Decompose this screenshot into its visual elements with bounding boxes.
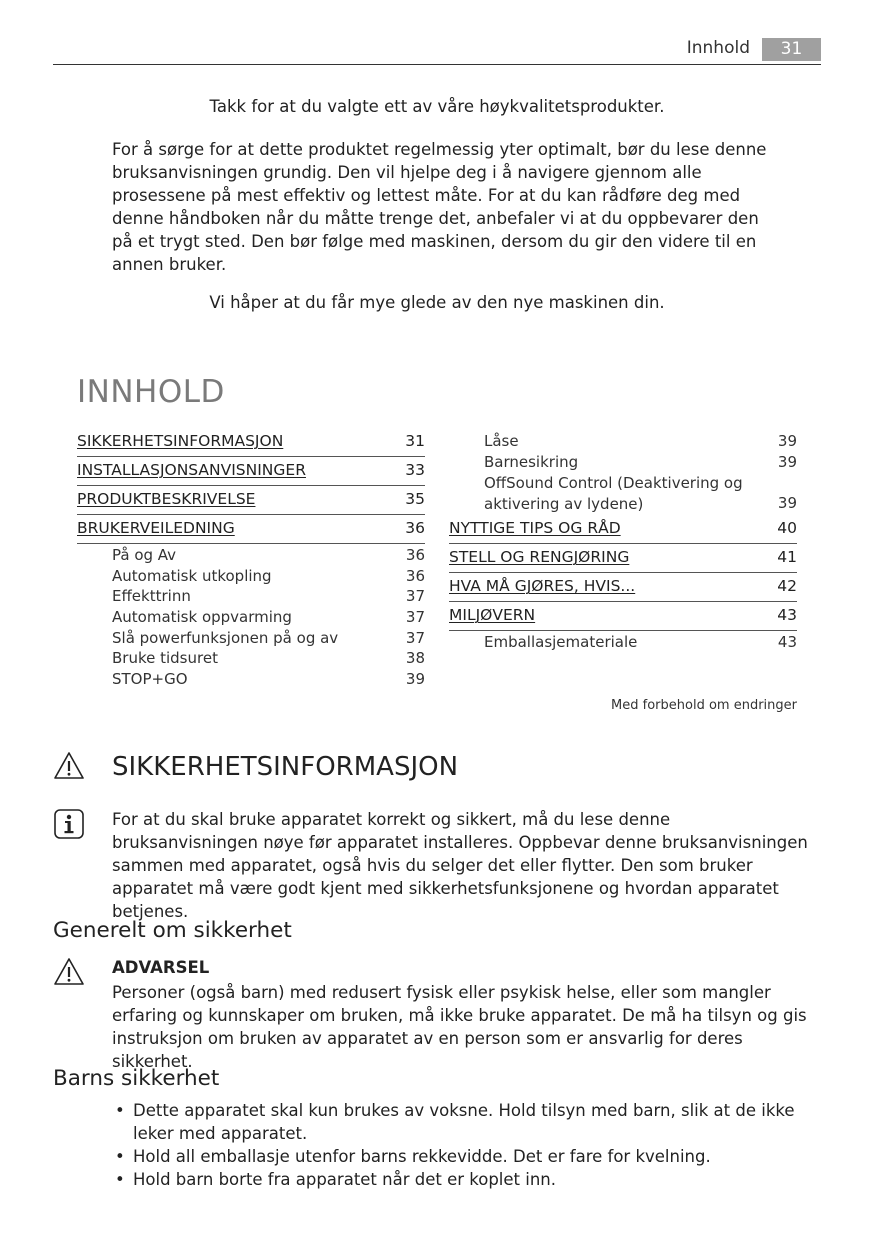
toc-subentry-page: 37 — [405, 587, 425, 606]
child-safety-list — [112, 1099, 812, 1191]
toc-left-column — [77, 428, 425, 691]
intro-closing: Vi håper at du får mye glede av den nye maskinen din. — [209, 293, 665, 312]
toc-subentry-page: 36 — [405, 566, 425, 585]
toc-entry-page: 33 — [405, 461, 425, 479]
toc-subentry-label: STOP+GO — [112, 670, 188, 689]
toc-subentry[interactable] — [449, 453, 797, 474]
toc-subentry[interactable] — [449, 633, 797, 654]
list-item-text: Dette apparatet skal kun brukes av voksne. Hold tilsyn med barn, slik at de ikke leker med apparatet. — [133, 1101, 795, 1143]
toc-subentry-page: 39 — [777, 494, 797, 513]
toc-subentry-page: 39 — [777, 432, 797, 450]
toc-entry-page: 41 — [777, 548, 797, 567]
toc-subentry[interactable] — [77, 608, 425, 629]
toc-entry-label: MILJØVERN — [449, 606, 536, 625]
toc-entry[interactable] — [77, 515, 425, 544]
toc-subentry[interactable] — [77, 629, 425, 650]
toc-subentry-page: 39 — [405, 670, 425, 689]
toc-subentry-label: Slå powerfunksjonen på og av — [112, 628, 339, 647]
toc-entry-label: PRODUKTBESKRIVELSE — [77, 490, 256, 508]
toc-subentry-label: Automatisk utkopling — [112, 566, 272, 585]
toc-entry[interactable] — [449, 515, 797, 544]
bullet-icon: • — [115, 1147, 125, 1166]
intro-thanks: Takk for at du valgte ett av våre høykvalitetsprodukter. — [209, 97, 665, 116]
toc-entry-page: 43 — [777, 606, 797, 625]
warning-icon — [53, 750, 85, 782]
toc-entry-page: 31 — [405, 432, 425, 450]
toc-subentry-label: OffSound Control (Deaktivering og aktivering av lydene) — [484, 474, 743, 514]
toc-entry-label: SIKKERHETSINFORMASJON — [77, 432, 284, 450]
changes-note: Med forbehold om endringer — [611, 698, 797, 713]
toc-entry[interactable] — [449, 602, 797, 631]
info-icon — [53, 808, 85, 840]
toc-subentry[interactable] — [449, 473, 797, 515]
toc-entry-label: HVA MÅ GJØRES, HVIS... — [449, 577, 636, 596]
warning-label: ADVARSEL — [112, 958, 210, 977]
toc-subentry-page: 38 — [405, 649, 425, 668]
toc-subentry-label: Emballasjemateriale — [484, 633, 638, 652]
list-item — [112, 1145, 812, 1168]
toc-subentry[interactable] — [77, 587, 425, 608]
toc-entry-page: 36 — [405, 519, 425, 537]
toc-entry-page: 42 — [777, 577, 797, 596]
toc-subentry-label: Automatisk oppvarming — [112, 608, 292, 627]
toc-entry-label: NYTTIGE TIPS OG RÅD — [449, 519, 621, 538]
toc-entry-label: INSTALLASJONSANVISNINGER — [77, 461, 306, 479]
list-item — [112, 1168, 812, 1191]
toc-entry-page: 35 — [405, 490, 425, 508]
running-header-title: Innhold — [686, 38, 750, 58]
info-paragraph: For at du skal bruke apparatet korrekt og sikkert, må du lese denne bruksanvisningen nøye før apparatet installeres. Oppbevar denne bruksanvisningen sammen med apparatet, også hvis du selger det eller flytter. Den som bruker apparatet må være godt kjent med sikkerhetsfunksjonene og hvordan apparatet betjenes. — [112, 810, 808, 921]
toc-subentry-page: 43 — [777, 633, 797, 652]
toc-entry-label: STELL OG RENGJØRING — [449, 548, 630, 567]
page-number: 31 — [762, 38, 821, 61]
header-rule — [53, 64, 821, 65]
toc-subentry[interactable] — [77, 670, 425, 691]
toc-right-column — [449, 432, 797, 654]
toc-entry-page: 40 — [777, 519, 797, 538]
toc-subentry-label: Låse — [484, 432, 519, 450]
toc-entry-label: BRUKERVEILEDNING — [77, 519, 235, 537]
bullet-icon: • — [115, 1101, 125, 1120]
bullet-icon: • — [115, 1170, 125, 1189]
toc-entry[interactable] — [77, 486, 425, 515]
toc-subentry[interactable] — [77, 649, 425, 670]
toc-subentry-page: 36 — [405, 546, 425, 564]
general-safety-heading: Generelt om sikkerhet — [53, 918, 292, 943]
toc-subentry-page: 37 — [405, 628, 425, 647]
intro-body: For å sørge for at dette produktet regelmessig yter optimalt, bør du lese denne bruksanvisningen grundig. Den vil hjelpe deg i å navigere gjennom alle prosessene på mest effektiv og lettest måte. For at du kan rådføre deg med denne håndboken når du måtte trenge det, anbefaler vi at du oppbevarer den på et trygt sted. Den bør følge med maskinen, dersom du gir den videre til en annen bruker. — [112, 140, 767, 274]
toc-subentry[interactable] — [77, 546, 425, 567]
list-item-text: Hold all emballasje utenfor barns rekkevidde. Det er fare for kvelning. — [133, 1147, 711, 1166]
toc-subentry-label: Bruke tidsuret — [112, 649, 218, 668]
toc-subentry-label: Effekttrinn — [112, 587, 191, 606]
list-item-text: Hold barn borte fra apparatet når det er koplet inn. — [133, 1170, 556, 1189]
warning-icon — [53, 956, 85, 988]
toc-subentry[interactable] — [77, 567, 425, 588]
toc-subentry[interactable] — [449, 432, 797, 453]
toc-subentry-label: På og Av — [112, 546, 177, 564]
toc-entry[interactable] — [77, 428, 425, 457]
toc-entry[interactable] — [449, 573, 797, 602]
toc-subentry-page: 37 — [405, 608, 425, 627]
toc-subentry-label: Barnesikring — [484, 452, 579, 471]
toc-subentry-page: 39 — [777, 452, 797, 471]
toc-title: INNHOLD — [77, 374, 225, 410]
list-item — [112, 1099, 812, 1145]
child-safety-heading: Barns sikkerhet — [53, 1066, 220, 1091]
section-title: SIKKERHETSINFORMASJON — [112, 752, 459, 782]
toc-entry[interactable] — [449, 544, 797, 573]
toc-entry[interactable] — [77, 457, 425, 486]
warning-paragraph: Personer (også barn) med redusert fysisk eller psykisk helse, eller som mangler erfaring og kunnskaper om bruken, må ikke bruke apparatet. De må ha tilsyn og gis instruksjon om bruken av apparatet av en person som er ansvarlig for deres sikkerhet. — [112, 983, 807, 1071]
